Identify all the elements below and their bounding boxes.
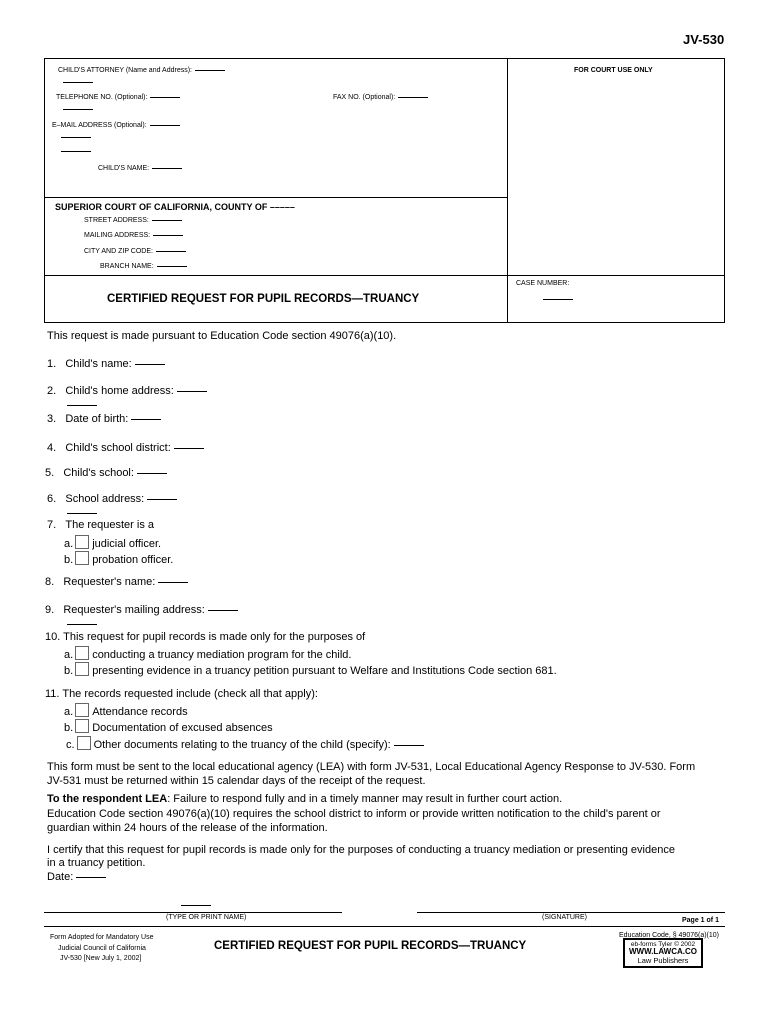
edu-code-line-1: Education Code section 49076(a)(10) requires the school district to inform or provide written notification to the child's parent or <box>47 808 661 820</box>
print-name-label: (TYPE OR PRINT NAME) <box>166 914 247 921</box>
city-zip-field[interactable]: CITY AND ZIP CODE: <box>84 248 186 255</box>
lea-warning: To the respondent LEA: Failure to respond fully and in a timely manner may result in further court action. <box>47 793 563 805</box>
form-adopted: Form Adopted for Mandatory Use <box>50 934 154 941</box>
mailing-address-field[interactable]: MAILING ADDRESS: <box>84 232 183 239</box>
item-5[interactable]: 5. Child's school: <box>45 467 167 479</box>
signature-line[interactable] <box>417 912 725 913</box>
email-field[interactable]: E–MAIL ADDRESS (Optional): <box>52 122 180 129</box>
checkbox[interactable] <box>75 703 89 717</box>
attorney-field[interactable]: CHILD'S ATTORNEY (Name and Address): <box>58 67 225 74</box>
checkbox[interactable] <box>75 719 89 733</box>
fax-field[interactable]: FAX NO. (Optional): <box>333 94 428 101</box>
court-heading: SUPERIOR COURT OF CALIFORNIA, COUNTY OF ––––– <box>55 202 295 212</box>
edu-code-line-2: guardian within 24 hours of the release of the information. <box>47 822 328 834</box>
item-2[interactable]: 2. Child's home address: <box>47 385 207 397</box>
footer-divider <box>44 926 725 927</box>
publisher-stamp: eb-forms Tyler © 2002 WWW.LAWCA.CO Law Publishers <box>623 938 703 968</box>
item-11c[interactable]: c. Other documents relating to the truancy of the child (specify): <box>66 736 424 751</box>
item-7-label: 7. The requester is a <box>47 519 155 531</box>
print-name-line[interactable] <box>44 912 342 913</box>
notice-line-2: JV-531 must be returned within 15 calendar days of the receipt of the request. <box>47 775 426 787</box>
education-code: Education Code, § 49076(a)(10) <box>619 932 720 939</box>
item-1[interactable]: 1. Child's name: <box>47 358 165 370</box>
checkbox[interactable] <box>75 551 89 565</box>
judicial-council: Judicial Council of California <box>58 945 146 952</box>
certify-line-2: in a truancy petition. <box>47 857 146 869</box>
item-11b[interactable]: b. Documentation of excused absences <box>64 719 273 734</box>
item-11a[interactable]: a. Attendance records <box>64 703 188 718</box>
date-field[interactable]: Date: <box>47 871 106 883</box>
form-title: CERTIFIED REQUEST FOR PUPIL RECORDS—TRUANCY <box>107 293 420 305</box>
case-number-field[interactable] <box>540 296 573 303</box>
item-3[interactable]: 3. Date of birth: <box>47 413 161 425</box>
branch-name-field[interactable]: BRANCH NAME: <box>100 263 187 270</box>
item-7b[interactable]: b. probation officer. <box>64 551 173 566</box>
certify-line-1: I certify that this request for pupil records is made only for the purposes of conducting a truancy mediation or presenting evidence <box>47 844 675 856</box>
item-11-label: 11. The records requested include (check all that apply): <box>45 688 318 700</box>
form-revision: JV-530 [New July 1, 2002] <box>60 955 142 962</box>
checkbox[interactable] <box>75 646 89 660</box>
item-6[interactable]: 6. School address: <box>47 493 177 505</box>
item-10b[interactable]: b. presenting evidence in a truancy petition pursuant to Welfare and Institutions Code section 681. <box>64 662 557 677</box>
caption-divider <box>507 58 508 323</box>
checkbox[interactable] <box>75 535 89 549</box>
item-4[interactable]: 4. Child's school district: <box>47 442 204 454</box>
child-name-field[interactable]: CHILD'S NAME: <box>98 165 182 172</box>
checkbox[interactable] <box>77 736 91 750</box>
for-court-use: FOR COURT USE ONLY <box>574 67 653 74</box>
case-number-label: CASE NUMBER: <box>516 280 570 287</box>
page-number: Page 1 of 1 <box>682 917 719 924</box>
item-8[interactable]: 8. Requester's name: <box>45 576 188 588</box>
item-9[interactable]: 9. Requester's mailing address: <box>45 604 238 616</box>
item-7a[interactable]: a. judicial officer. <box>64 535 161 550</box>
item-10a[interactable]: a. conducting a truancy mediation program for the child. <box>64 646 351 661</box>
form-number: JV-530 <box>683 32 725 47</box>
street-address-field[interactable]: STREET ADDRESS: <box>84 217 182 224</box>
telephone-field[interactable]: TELEPHONE NO. (Optional): <box>56 94 180 101</box>
footer-title: CERTIFIED REQUEST FOR PUPIL RECORDS—TRUANCY <box>214 940 527 952</box>
notice-line-1: This form must be sent to the local educational agency (LEA) with form JV-531, Local Educational Agency Response to JV-530. Form <box>47 761 696 773</box>
intro-text: This request is made pursuant to Education Code section 49076(a)(10). <box>47 330 397 342</box>
signature-label: (SIGNATURE) <box>542 914 587 921</box>
item-10-label: 10. This request for pupil records is made only for the purposes of <box>45 631 366 643</box>
checkbox[interactable] <box>75 662 89 676</box>
